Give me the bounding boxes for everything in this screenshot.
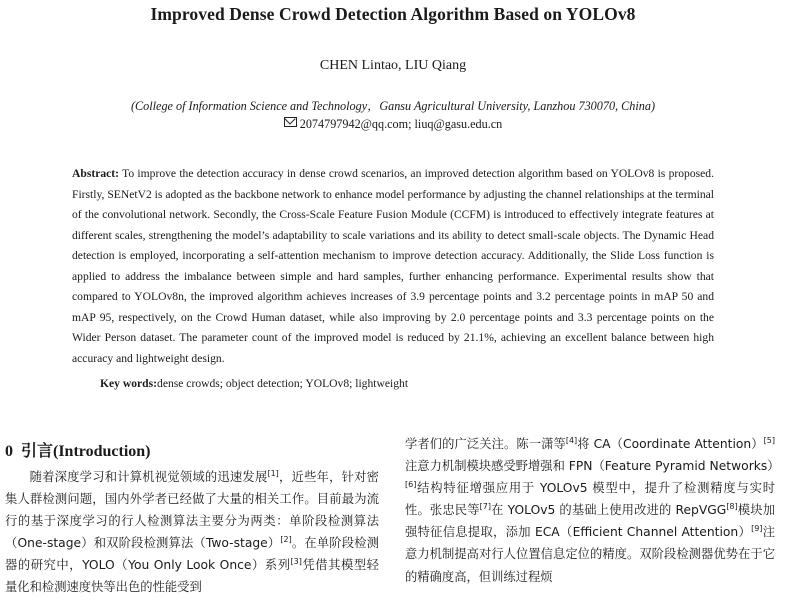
citation: [1] [267,468,279,478]
text-run: 结构特征增强应用于 YOLOv5 模型中，提升了检测精度与实时性。张忠民等 [405,481,775,518]
text-run: 随着深度学习和计算机视觉领域的迅速发展 [29,470,268,484]
left-column [5,438,379,599]
citation: [8] [726,502,738,512]
paper-title: Improved Dense Crowd Detection Algorithm Based on YOLOv8 [150,4,636,24]
email-line [0,117,786,132]
author-list: CHEN Lintao, LIU Qiang [319,58,467,73]
citation: [2] [280,535,292,545]
keywords-text: dense crowds; object detection; YOLOv8; lightweight [157,377,409,390]
right-column [405,433,780,588]
citation: [5] [763,435,775,445]
text-run: 。在单阶段检测器的研究中，YOLO（You Only Look Once）系列 [5,536,379,573]
text-run: 将 CA（Coordinate Attention） [577,437,764,451]
citation: [9] [751,524,763,534]
abstract-label: Abstract [72,167,116,180]
text-run: 凭借其模型轻量化和检测速度快等出色的性能受到 [5,558,379,595]
text-run: 注意力机制提高对行人位置信息定位的精度。双阶段检测器优势在于它的精确度高，但训练过程烦 [405,525,775,584]
citation: [7] [479,502,492,512]
text-run: 注意力机制模块感受野增强和 FPN（Feature Pyramid Networks） [405,459,780,474]
abstract-text: To improve the detection accuracy in dense crowd scenarios, an improved detection algorithm based on YOLOv8 is proposed. Firstly, SENetV2 is adopted as the backbone network to enhance model performance by adjusting the channel relationships at the terminal of the convolutional network. Secondly, the Cross-Scale Feature Fusion Module (CCFM) is introduced to effectively integrate features at different scales, strengthening the model’s adaptability to scale variations and its ability to detect small-scale objects. The Dynamic Head detection is employed, incorporating a self-attention mechanism to improve detection accuracy. Additionally, the Slide Loss function is applied to address the imbalance between simple and hard samples, further enhancing performance. Experimental results show that compared to YOLOv8n, the improved algorithm achieves increases of 3.9 percentage points and 3.2 percentage points in mAP 50 and mAP 95, respectively, on the Crowd Human dataset, while also improving by 2.0 percentage points and 3.3 percentage points on the Wider Person dataset. The parameter count of the improved model is reduced by 21.1%, achieving an excellent balance between high accuracy and lightweight design. [72,167,714,365]
text-run: ，近些年，针对密集人群检测问题，国内外学者已经做了大量的相关工作。目前最为流行的基于深度学习的行人检测算法主要分为两类：单阶段检测算法（One-stage）和双阶段检测算法（Two-stage） [5,470,379,551]
intro-paragraph-continued [405,433,780,588]
email-text: 2074797942@qq.com; liuq@gasu.edu.cn [299,117,503,131]
text-run: 在 YOLOv5 的基础上使用改进的 RepVGG [491,503,727,518]
citation: [3] [290,557,302,567]
citation: [4] [565,435,578,445]
text-run: 模块加强特征信息提取，添加 ECA（Efficient Channel Attention） [405,503,775,540]
envelope-icon [284,117,297,127]
section-heading [5,438,379,462]
abstract: Abstract: To improve the detection accuracy in dense crowd scenarios, an improved detection algorithm based on YOLOv8 is proposed. Firstly, SENetV2 is adopted as the backbone network to enhance model performance by adjusting the channel relationships at the terminal of the convolutional network. Secondly, the Cross-Scale Feature Fusion Module (CCFM) is introduced to effectively integrate features at different scales, strengthening the model’s adaptability to scale variations and its ability to detect small-scale objects. The Dynamic Head detection is employed, incorporating a self-attention mechanism to improve detection accuracy. Additionally, the Slide Loss function is applied to address the imbalance between simple and hard samples, further enhancing performance. Experimental results show that compared to YOLOv8n, the improved algorithm achieves increases of 3.9 percentage points and 3.2 percentage points in mAP 50 and mAP 95, respectively, on the Crowd Human dataset, while also improving by 2.0 percentage points and 3.3 percentage points on the Wider Person dataset. The parameter count of the improved model is reduced by 21.1%, achieving an excellent balance between high accuracy and lightweight design. [72,167,714,365]
intro-paragraph [5,466,379,599]
keywords: Key words:dense crowds; object detection; YOLOv8; lightweight [100,377,409,390]
section-title: 引言(Introduction) [21,443,151,460]
citation: [6] [405,480,417,490]
section-number: 0 [5,443,13,460]
keywords-label: Key words [100,377,154,390]
text-run: 学者们的广泛关注。陈一潇等 [405,437,566,451]
affiliation: (College of Information Science and Technology，Gansu Agricultural University, Lanzhou 730070, China) [130,99,656,113]
